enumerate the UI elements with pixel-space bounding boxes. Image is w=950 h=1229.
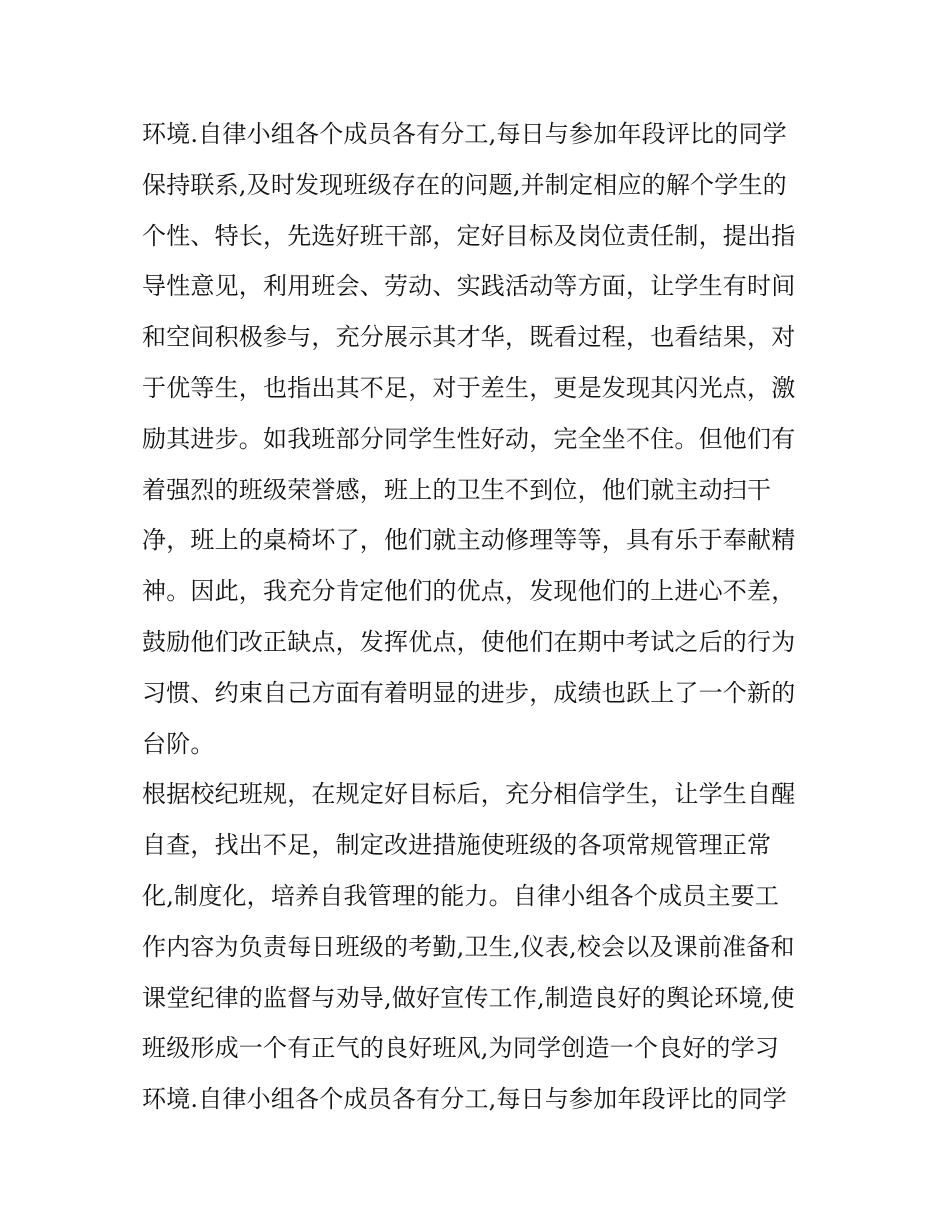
text-line: 班级形成一个有正气的良好班风,为同学创造一个良好的学习	[142, 1034, 780, 1063]
text-line: 于优等生，也指出其不足，对于差生，更是发现其闪光点，激	[142, 373, 796, 402]
text-line: 台阶。	[142, 729, 215, 758]
text-line: 习惯、约束自己方面有着明显的进步，成绩也跃上了一个新的	[142, 678, 796, 707]
text-line: 鼓励他们改正缺点，发挥优点，使他们在期中考试之后的行为	[142, 627, 796, 656]
text-line: 环境.自律小组各个成员各有分工,每日与参加年段评比的同学	[142, 1085, 787, 1114]
body-text	[142, 109, 822, 1125]
text-line: 环境.自律小组各个成员各有分工,每日与参加年段评比的同学	[142, 120, 787, 148]
text-line: 个性、特长，先选好班干部，定好目标及岗位责任制，提出指	[142, 221, 796, 250]
text-line: 净，班上的桌椅坏了，他们就主动修理等等，具有乐于奉献精	[142, 526, 796, 555]
text-line: 自查，找出不足，制定改进措施使班级的各项常规管理正常	[142, 831, 772, 860]
text-line: 导性意见，利用班会、劳动、实践活动等方面，让学生有时间	[142, 272, 796, 301]
text-line: 根据校纪班规，在规定好目标后，充分相信学生，让学生自醒	[142, 780, 796, 809]
text-line: 课堂纪律的监督与劝导,做好宣传工作,制造良好的舆论环境,使	[142, 983, 795, 1012]
text-line: 和空间积极参与，充分展示其才华，既看过程，也看结果，对	[142, 323, 796, 352]
text-line: 化,制度化，培养自我管理的能力。自律小组各个成员主要工	[142, 881, 780, 910]
text-line: 作内容为负责每日班级的考勤,卫生,仪表,校会以及课前准备和	[142, 932, 795, 961]
text-line: 励其进步。如我班部分同学生性好动，完全坐不住。但他们有	[142, 424, 796, 453]
text-line: 神。因此，我充分肯定他们的优点，发现他们的上进心不差，	[142, 577, 796, 606]
text-line: 保持联系,及时发现班级存在的问题,并制定相应的解个学生的	[142, 170, 787, 199]
text-line: 着强烈的班级荣誉感，班上的卫生不到位，他们就主动扫干	[142, 475, 772, 504]
